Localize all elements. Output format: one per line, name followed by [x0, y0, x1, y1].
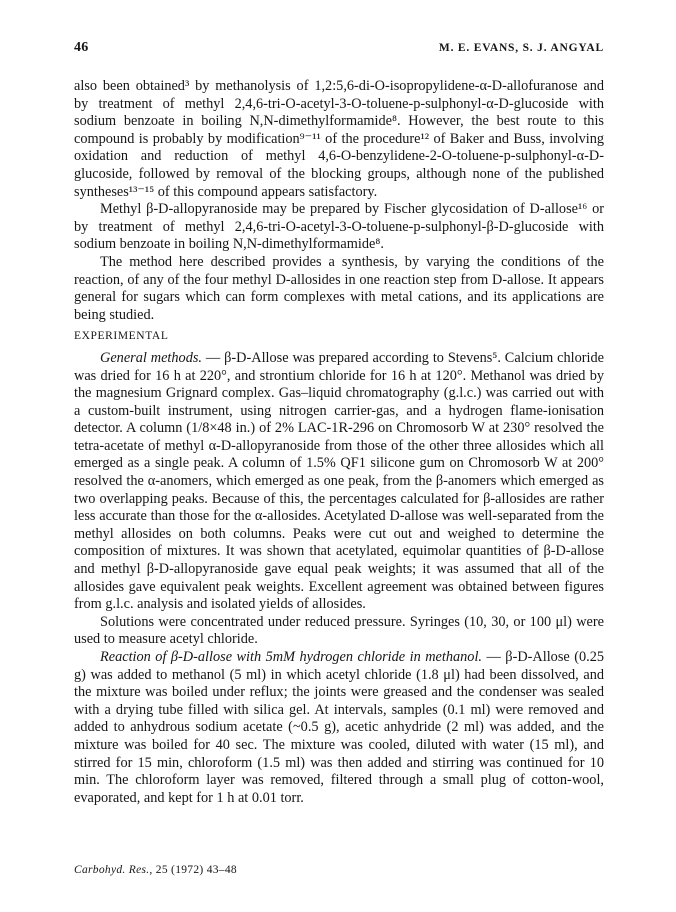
general-methods-title: General methods. — [100, 349, 202, 366]
paragraph-continued: also been obtained³ by methanolysis of 1,2:5,6-di-O-isopropylidene-α-D-allofuranose and by treatment of methyl 2,4,6-tri-O-acetyl-3-O-toluene-p-sulphonyl-α-D-glucoside with sodium benzoate in boiling N,N-dimethylformamide⁸. However, the best route to this compound is probably by modification⁹⁻¹¹ of the procedure¹² of Baker and Buss, involving oxidation and reduction of methyl 4,6-O-benzylidene-2-O-toluene-p-sulphonyl-α-D-glucoside, followed by removal of the blocking groups, although none of the published syntheses¹³⁻¹⁵ of this compound appears satisfactory. — [74, 78, 604, 200]
paragraph-method-summary: The method here described provides a synthesis, by varying the conditions of the reaction, of any of the four methyl D-allosides in one reaction step from D-allose. It appears general for sugars which can form complexes with metal cations, and its applications are being studied. — [74, 253, 604, 323]
page-number: 46 — [74, 40, 89, 55]
section-heading-experimental: EXPERIMENTAL — [74, 330, 169, 343]
footer-journal: Carbohyd. Res., — [74, 864, 153, 876]
article-body — [74, 78, 604, 807]
journal-footer — [74, 864, 237, 876]
paragraph-beta-alloside: Methyl β-D-allopyranoside may be prepared by Fischer glycosidation of D-allose¹⁶ or by treatment of methyl 2,4,6-tri-O-acetyl-3-O-toluene-p-sulphonyl-β-D-glucoside with sodium benzoate in boiling N,N-dimethylformamide⁸. — [74, 201, 604, 253]
running-header — [74, 40, 604, 60]
paragraph-solutions: Solutions were concentrated under reduced pressure. Syringes (10, 30, or 100 μl) were used to measure acetyl chloride. — [74, 613, 604, 648]
reaction-text: — β-D-Allose (0.25 g) was added to methanol (5 ml) in which acetyl chloride (1.8 μl) had been dissolved, and the mixture was boiled under reflux; the joints were greased and the condenser was sealed with a drying tube filled with silica gel. At intervals, samples (0.1 ml) were removed and added to anhydrous sodium acetate (~0.5 g), acetic anhydride (2 ml) was added, and the mixture was boiled for 40 sec. The mixture was cooled, diluted with water (15 ml), and stirred for 15 min, chloroform (1.5 ml) was then added and stirring was continued for 10 min. The chloroform layer was removed, filtered through a small plug of cotton-wool, evaporated, and kept for 1 h at 0.01 torr. — [74, 649, 605, 806]
paragraph-reaction — [74, 649, 604, 807]
reaction-title: Reaction of β-D-allose with 5mM hydrogen chloride in methanol. — [100, 649, 483, 665]
running-authors: M. E. EVANS, S. J. ANGYAL — [438, 42, 604, 54]
paragraph-general-methods — [74, 350, 604, 614]
general-methods-text: — β-D-Allose was prepared according to Stevens⁵. Calcium chloride was dried for 16 h at 220°, and strontium chloride for 16 h at 120°. Methanol was dried by the magnesium Grignard complex. Gas–liquid chromatography (g.l.c.) was carried out with a custom-built instrument, using nitrogen carrier-gas, and a hydrogen flame-ionisation detector. A column (1/8×48 in.) of 2% LAC-1R-296 on Chromosorb W at 230° resolved the tetra-acetate of methyl α-D-allopyranoside from those of the other three allosides which all emerged as a single peak. A column of 1.5% QF1 silicone gum on Chromosorb W at 200° resolved the α-anomers, which emerged as one peak, from the β-anomers which emerged as two overlapping peaks. Because of this, the percentages calculated for β-allosides are rather less accurate than those for the α-allosides. Acetylated D-allose was well-separated from the methyl allosides on both columns. Peaks were cut out and weighed to determine the composition of mixtures. It was shown that acetylated, equimolar quantities of β-D-allose and methyl β-D-allopyranoside gave equal peak weights; it was assumed that all of the allosides gave equivalent peak weights. Excellent agreement was obtained between figures from g.l.c. analysis and isolated yields of allosides. — [74, 349, 605, 613]
footer-citation: 25 (1972) 43–48 — [152, 864, 237, 876]
